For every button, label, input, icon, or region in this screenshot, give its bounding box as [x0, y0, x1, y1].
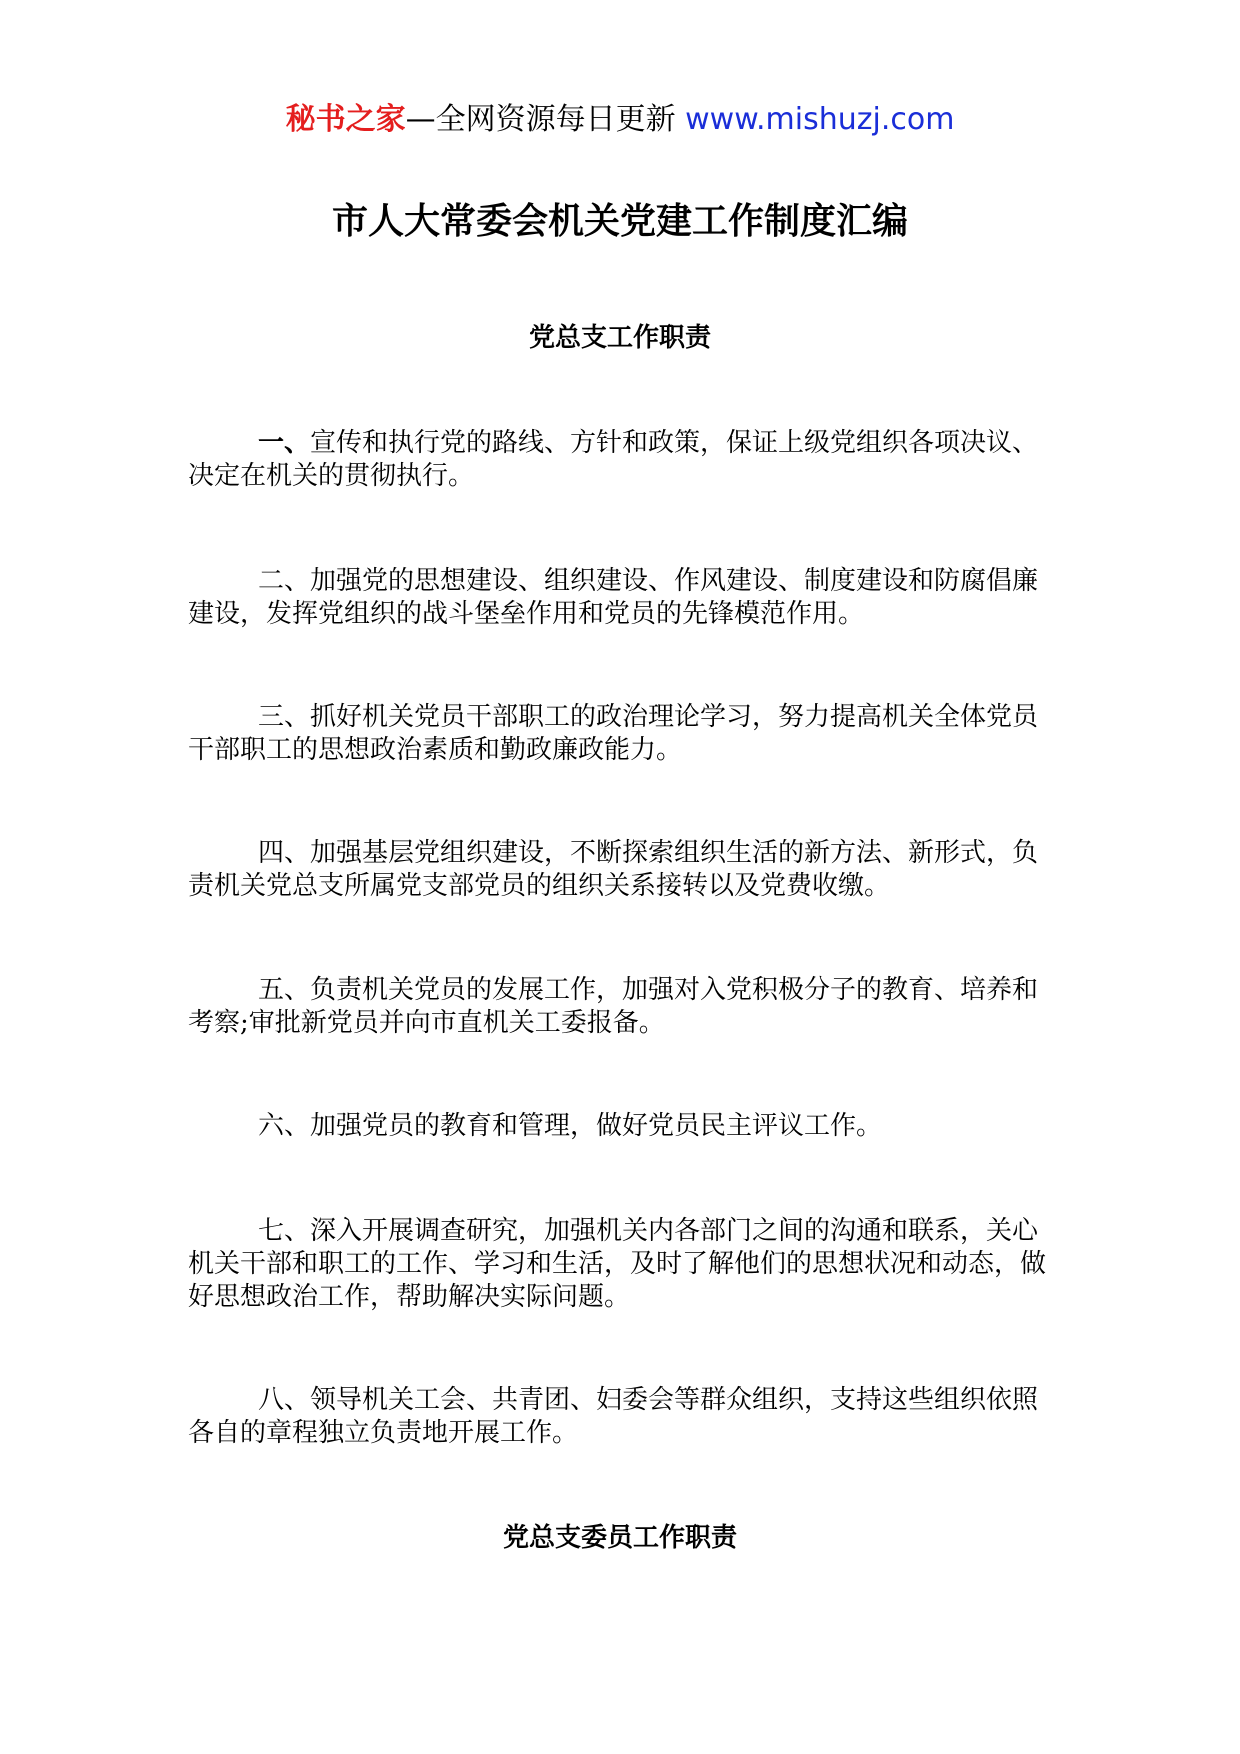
list-item — [188, 701, 1060, 767]
item-number: 三、 — [258, 702, 311, 732]
site-brand: 秘书之家 — [285, 102, 406, 137]
item-text: 深入开展调查研究，加强机关内各部门之间的沟通和联系，关心机关干部和职工的工作、学习和生活，及时了解他们的思想状况和动态，做好思想政治工作，帮助解决实际问题。 — [188, 1216, 1047, 1312]
site-tagline: —全网资源每日更新 — [405, 102, 686, 137]
item-text: 加强党员的教育和管理，做好党员民主评议工作。 — [310, 1111, 883, 1141]
item-number: 二、 — [258, 566, 311, 596]
section-heading: 党总支工作职责 — [528, 323, 711, 353]
item-number: 五、 — [258, 975, 311, 1005]
item-text: 加强基层党组织建设，不断探索组织生活的新方法、新形式，负责机关党总支所属党支部党员的组织关系接转以及党费收缴。 — [188, 838, 1039, 901]
list-item — [188, 565, 1060, 631]
item-text: 宣传和执行党的路线、方针和政策，保证上级党组织各项决议、决定在机关的贯彻执行。 — [188, 428, 1039, 491]
item-text: 领导机关工会、共青团、妇委会等群众组织，支持这些组织依照各自的章程独立负责地开展工作。 — [188, 1385, 1039, 1448]
list-item — [188, 1110, 1060, 1143]
site-header — [0, 100, 1240, 140]
item-text: 抓好机关党员干部职工的政治理论学习，努力提高机关全体党员干部职工的思想政治素质和勤政廉政能力。 — [188, 702, 1039, 765]
item-number: 一、 — [258, 428, 311, 458]
item-number: 四、 — [258, 838, 311, 868]
item-number: 八、 — [258, 1385, 311, 1415]
item-text: 负责机关党员的发展工作，加强对入党积极分子的教育、培养和考察;审批新党员并向市直机关工委报备。 — [188, 975, 1039, 1038]
list-item — [188, 974, 1060, 1040]
list-item — [188, 427, 1060, 493]
document-title: 市人大常委会机关党建工作制度汇编 — [331, 201, 908, 242]
item-number: 六、 — [258, 1111, 311, 1141]
list-item — [188, 1384, 1060, 1450]
site-url: www.mishuzj.com — [685, 102, 955, 137]
item-text: 加强党的思想建设、组织建设、作风建设、制度建设和防腐倡廉建设，发挥党组织的战斗堡垒作用和党员的先锋模范作用。 — [188, 566, 1039, 629]
list-item — [188, 1215, 1060, 1314]
section-heading: 党总支委员工作职责 — [502, 1523, 737, 1553]
list-item — [188, 837, 1060, 903]
item-number: 七、 — [258, 1216, 311, 1246]
